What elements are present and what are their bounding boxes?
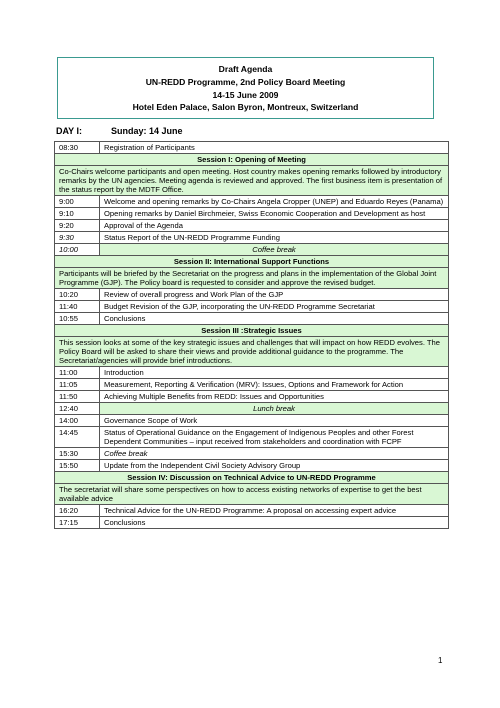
agenda-row <box>55 517 449 529</box>
row-time: 9:30 <box>55 232 100 244</box>
row-item: Review of overall progress and Work Plan of the GJP <box>100 289 449 301</box>
agenda-row <box>55 505 449 517</box>
agenda-row <box>55 301 449 313</box>
row-item: Introduction <box>100 367 449 379</box>
row-time: 17:15 <box>55 517 100 529</box>
row-item: Achieving Multiple Benefits from REDD: Issues and Opportunities <box>100 391 449 403</box>
agenda-row <box>55 367 449 379</box>
agenda-header-box <box>57 57 434 119</box>
session-desc-text: Co-Chairs welcome participants and open meeting. Host country makes opening remarks followed by introductory remarks by the UN agencies. Meeting agenda is reviewed and approved. The first business item is presentation of the status report by the MDTF Office. <box>55 166 449 196</box>
day-date: Sunday: 14 June <box>111 126 183 136</box>
row-time: 9:10 <box>55 208 100 220</box>
row-item: Status Report of the UN-REDD Programme Funding <box>100 232 449 244</box>
agenda-row <box>55 142 449 154</box>
row-time: 10:55 <box>55 313 100 325</box>
page-number: 1 <box>438 656 443 665</box>
row-time: 11:40 <box>55 301 100 313</box>
break-label: Lunch break <box>100 403 449 415</box>
meeting-dates: 14-15 June 2009 <box>212 89 279 100</box>
doc-title: Draft Agenda <box>218 64 273 74</box>
session-title: Session III :Strategic Issues <box>55 325 449 337</box>
meeting-name: UN-REDD Programme, 2nd Policy Board Meeting <box>145 76 346 87</box>
break-label: Coffee break <box>100 448 449 460</box>
row-item: Governance Scope of Work <box>100 415 449 427</box>
agenda-table <box>54 141 449 529</box>
row-item: Update from the Independent Civil Society Advisory Group <box>100 460 449 472</box>
break-row <box>55 403 449 415</box>
row-time: 9:20 <box>55 220 100 232</box>
agenda-row <box>55 460 449 472</box>
row-time: 11:05 <box>55 379 100 391</box>
agenda-row <box>55 208 449 220</box>
agenda-row <box>55 379 449 391</box>
row-time: 12:40 <box>55 403 100 415</box>
row-time: 14:00 <box>55 415 100 427</box>
break-row <box>55 244 449 256</box>
session-desc-text: Participants will be briefed by the Secretariat on the progress and plans in the implementation of the Global Joint Programme (GJP). The Policy board is requested to consider and approve the revised budget. <box>55 268 449 289</box>
row-item: Conclusions <box>100 313 449 325</box>
agenda-row <box>55 289 449 301</box>
agenda-row <box>55 415 449 427</box>
session-title: Session IV: Discussion on Technical Advice to UN-REDD Programme <box>55 472 449 484</box>
session-header <box>55 325 449 337</box>
meeting-venue: Hotel Eden Palace, Salon Byron, Montreux, Switzerland <box>132 102 359 113</box>
row-time: 9:00 <box>55 196 100 208</box>
row-time: 15:30 <box>55 448 100 460</box>
break-row <box>55 448 449 460</box>
session-desc-text: This session looks at some of the key strategic issues and challenges that will impact on how REDD evolves. The Policy Board will be asked to share their views and provide additional guidance to the programme. The Secretariat/agencies will provide brief introductions. <box>55 337 449 367</box>
session-header <box>55 256 449 268</box>
row-item: Opening remarks by Daniel Birchmeier, Swiss Economic Cooperation and Development as host <box>100 208 449 220</box>
session-description <box>55 166 449 196</box>
row-time: 08:30 <box>55 142 100 154</box>
row-item: Welcome and opening remarks by Co-Chairs Angela Cropper (UNEP) and Eduardo Reyes (Panama) <box>100 196 449 208</box>
session-description <box>55 484 449 505</box>
row-time: 15:50 <box>55 460 100 472</box>
session-header <box>55 154 449 166</box>
agenda-row <box>55 220 449 232</box>
row-item: Conclusions <box>100 517 449 529</box>
row-time: 11:50 <box>55 391 100 403</box>
session-description <box>55 337 449 367</box>
break-label: Coffee break <box>100 244 449 256</box>
row-time: 16:20 <box>55 505 100 517</box>
session-header <box>55 472 449 484</box>
agenda-row <box>55 196 449 208</box>
row-item: Measurement, Reporting & Verification (MRV): Issues, Options and Framework for Action <box>100 379 449 391</box>
row-time: 14:45 <box>55 427 100 448</box>
agenda-row <box>55 232 449 244</box>
agenda-row <box>55 391 449 403</box>
row-time: 11:00 <box>55 367 100 379</box>
row-time: 10:00 <box>55 244 100 256</box>
row-time: 10:20 <box>55 289 100 301</box>
session-description <box>55 268 449 289</box>
session-title: Session I: Opening of Meeting <box>55 154 449 166</box>
session-desc-text: The secretariat will share some perspectives on how to access existing networks of expertise to get the best available advice <box>55 484 449 505</box>
row-item: Budget Revision of the GJP, incorporating the UN-REDD Programme Secretariat <box>100 301 449 313</box>
row-item: Approval of the Agenda <box>100 220 449 232</box>
session-title: Session II: International Support Functions <box>55 256 449 268</box>
day-label: DAY I: <box>56 126 83 136</box>
row-item: Registration of Participants <box>100 142 449 154</box>
agenda-row <box>55 313 449 325</box>
agenda-row <box>55 427 449 448</box>
row-item: Technical Advice for the UN-REDD Programme: A proposal on accessing expert advice <box>100 505 449 517</box>
row-item: Status of Operational Guidance on the Engagement of Indigenous Peoples and other Forest Dependent Communities – input received from stakeholders and coordination with FCPF <box>100 427 449 448</box>
